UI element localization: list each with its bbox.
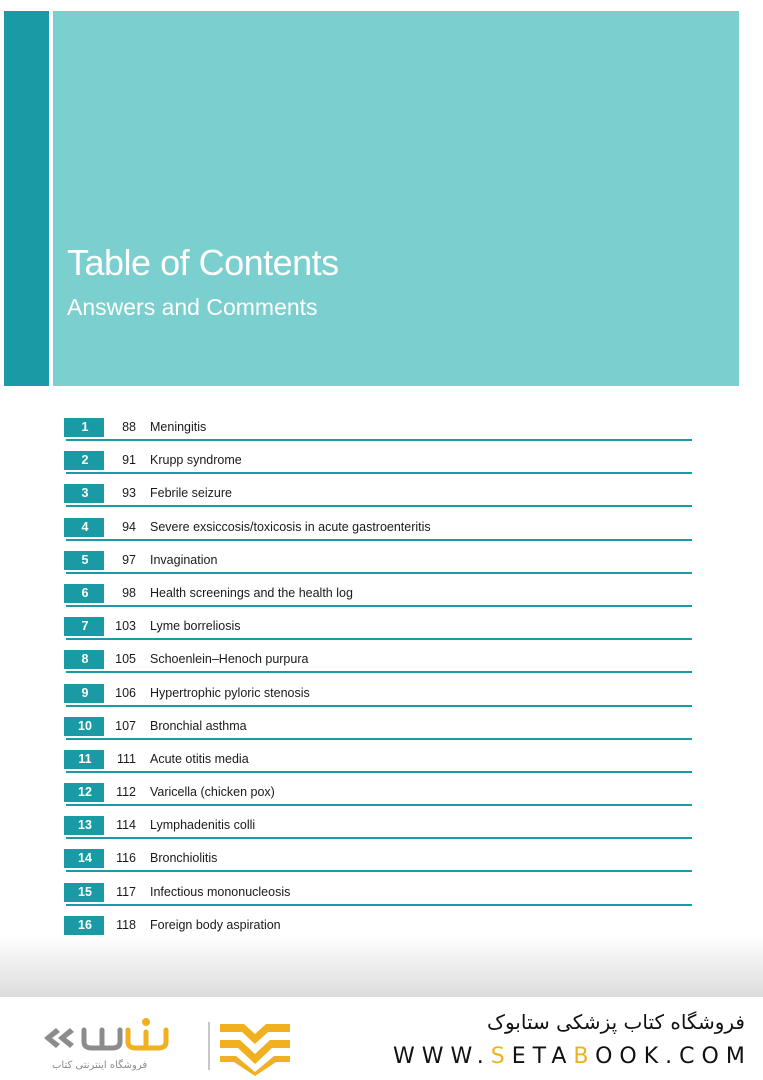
toc-row[interactable] bbox=[64, 781, 692, 814]
page-number: 117 bbox=[116, 884, 136, 899]
chapter-title: Lymphadenitis colli bbox=[150, 818, 256, 833]
page-number: 91 bbox=[122, 453, 136, 468]
book-stack-icon bbox=[218, 1020, 292, 1076]
row-rule bbox=[66, 539, 692, 541]
toc-row[interactable] bbox=[64, 516, 692, 549]
url-part-highlight: S bbox=[490, 1044, 512, 1069]
url-part: ETA bbox=[511, 1044, 574, 1069]
row-rule bbox=[66, 705, 692, 707]
chapter-number: 14 bbox=[66, 849, 104, 868]
url-part: WWW. bbox=[393, 1044, 491, 1069]
page-number: 116 bbox=[116, 851, 136, 866]
chapter-title: Bronchial asthma bbox=[150, 718, 247, 733]
row-rule bbox=[66, 671, 692, 673]
chapter-number: 9 bbox=[66, 684, 104, 703]
chapter-title: Lyme borreliosis bbox=[150, 619, 241, 634]
chapter-number: 16 bbox=[66, 916, 104, 935]
page-number: 93 bbox=[122, 486, 136, 501]
chapter-number: 4 bbox=[66, 518, 104, 537]
page-number: 105 bbox=[115, 652, 136, 667]
toc-row[interactable] bbox=[64, 881, 692, 914]
chapter-title: Bronchiolitis bbox=[150, 851, 218, 866]
page-number: 103 bbox=[115, 619, 136, 634]
chapter-number: 3 bbox=[66, 484, 104, 503]
page-number: 97 bbox=[122, 552, 136, 567]
row-rule bbox=[66, 870, 692, 872]
page-number: 114 bbox=[116, 818, 136, 833]
chapter-title: Acute otitis media bbox=[150, 751, 249, 766]
footer-divider bbox=[208, 1022, 210, 1070]
toc-row[interactable] bbox=[64, 847, 692, 880]
header-accent-bar bbox=[4, 11, 49, 386]
toc-row[interactable] bbox=[64, 482, 692, 515]
chapter-number: 8 bbox=[66, 650, 104, 669]
toc-row[interactable] bbox=[64, 648, 692, 681]
chapter-title: Infectious mononucleosis bbox=[150, 884, 291, 899]
page-number: 111 bbox=[116, 751, 136, 766]
chapter-number: 7 bbox=[66, 617, 104, 636]
page-number: 98 bbox=[122, 585, 136, 600]
toc-row[interactable] bbox=[64, 814, 692, 847]
toc-row[interactable] bbox=[64, 715, 692, 748]
row-rule bbox=[66, 638, 692, 640]
page-number: 118 bbox=[116, 917, 136, 932]
toc-row[interactable] bbox=[64, 549, 692, 582]
row-rule bbox=[66, 904, 692, 906]
row-rule bbox=[66, 439, 692, 441]
row-rule bbox=[66, 738, 692, 740]
chapter-number: 1 bbox=[66, 418, 104, 437]
chapter-title: Krupp syndrome bbox=[150, 453, 242, 468]
chapter-number: 12 bbox=[66, 783, 104, 802]
chapter-title: Hypertrophic pyloric stenosis bbox=[150, 685, 310, 700]
page-number: 107 bbox=[115, 718, 136, 733]
chapter-number: 10 bbox=[66, 717, 104, 736]
toc-row[interactable] bbox=[64, 582, 692, 615]
url-part: OOK.COM bbox=[595, 1044, 752, 1069]
chapter-title: Severe exsiccosis/toxicosis in acute gastroenteritis bbox=[150, 519, 431, 534]
toc-row[interactable] bbox=[64, 748, 692, 781]
page-number: 106 bbox=[115, 685, 136, 700]
chapter-title: Health screenings and the health log bbox=[150, 585, 353, 600]
chapter-title: Schoenlein–Henoch purpura bbox=[150, 652, 309, 667]
shop-url[interactable] bbox=[393, 1044, 753, 1069]
chapter-number: 13 bbox=[66, 816, 104, 835]
chapter-number: 2 bbox=[66, 451, 104, 470]
row-rule bbox=[66, 572, 692, 574]
page-subtitle: Answers and Comments bbox=[67, 294, 318, 320]
header-banner bbox=[53, 11, 739, 386]
url-part-highlight: B bbox=[573, 1044, 596, 1069]
chapter-number: 6 bbox=[66, 584, 104, 603]
page-number: 88 bbox=[122, 420, 136, 434]
chapter-title: Foreign body aspiration bbox=[150, 917, 281, 932]
chapter-number: 11 bbox=[66, 750, 104, 769]
footer-shadow bbox=[0, 935, 763, 997]
setabook-wordmark-logo bbox=[40, 1018, 190, 1058]
chapter-title: Febrile seizure bbox=[150, 486, 232, 501]
row-rule bbox=[66, 472, 692, 474]
shop-name: فروشگاه کتاب پزشکی ستابوک bbox=[487, 1010, 745, 1034]
logo-subtext: فروشگاه اینترنتی کتاب bbox=[52, 1060, 148, 1071]
toc-row[interactable] bbox=[64, 449, 692, 482]
page-number: 112 bbox=[116, 785, 136, 800]
toc-row[interactable] bbox=[64, 615, 692, 648]
chapter-title: Meningitis bbox=[150, 420, 207, 434]
row-rule bbox=[66, 804, 692, 806]
toc-row[interactable] bbox=[64, 416, 692, 449]
table-of-contents bbox=[64, 416, 692, 947]
row-rule bbox=[66, 605, 692, 607]
toc-row[interactable] bbox=[64, 682, 692, 715]
row-rule bbox=[66, 837, 692, 839]
chapter-title: Invagination bbox=[150, 552, 218, 567]
chapter-title: Varicella (chicken pox) bbox=[150, 785, 275, 800]
chapter-number: 5 bbox=[66, 551, 104, 570]
page-number: 94 bbox=[122, 519, 136, 534]
page-title: Table of Contents bbox=[67, 242, 339, 283]
row-rule bbox=[66, 505, 692, 507]
row-rule bbox=[66, 771, 692, 773]
chapter-number: 15 bbox=[66, 883, 104, 902]
